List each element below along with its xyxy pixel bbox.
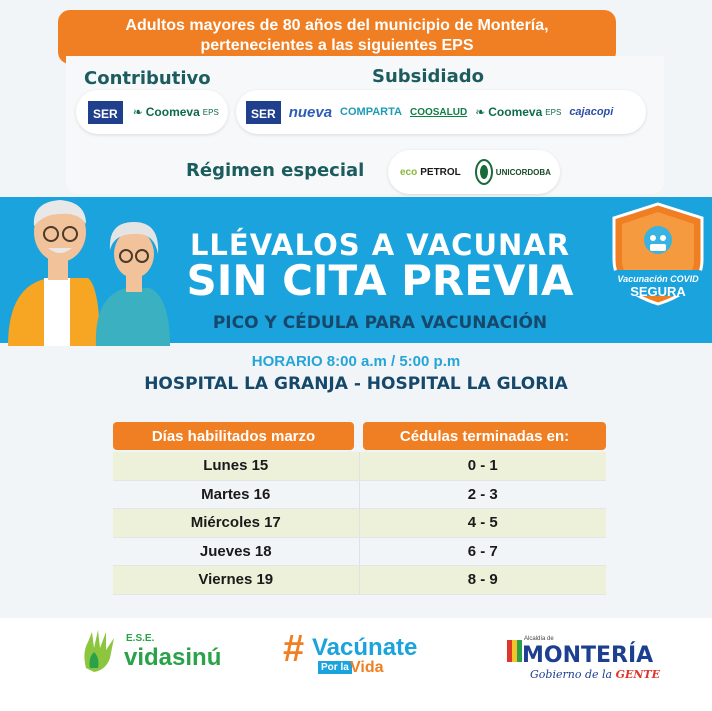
ecopetrol-logo-petrol: PETROL [420,166,461,178]
vidasinu-logo-text: vidasinú [124,644,222,671]
ecopetrol-logo-eco: eco [400,166,418,178]
vacunate-vida: Vida [350,659,384,676]
header-cedulas: Cédulas terminadas en: [363,422,606,450]
row-day: Miércoles 17 [113,509,360,537]
monteria-slogan [530,668,660,681]
row-cedulas: 4 - 5 [467,514,498,532]
vacunate-hash: # [283,628,305,670]
unicordoba-logo [475,159,551,185]
row-cedulas: 2 - 3 [467,485,498,503]
badge-text-2: SEGURA [630,284,686,299]
table-header [113,422,606,450]
badge-text-1: Vacunación COVID [617,274,699,284]
vaccination-schedule-table [113,422,606,595]
unicordoba-seal-icon [475,159,493,185]
elderly-couple-illustration [4,192,172,346]
coosalud-logo: COOSALUD [409,106,468,118]
row-day: Viernes 19 [113,566,360,594]
coomeva-logo [133,105,219,119]
table-body [113,452,606,595]
monteria-logo-text: MONTERÍA [522,643,654,668]
row-cedulas: 0 - 1 [467,457,498,475]
row-day: Jueves 18 [113,538,360,566]
subsidiado-logos [236,90,646,134]
banner-tagline: PICO Y CÉDULA PARA VACUNACIÓN [212,313,548,333]
monteria-alcaldia-label: Alcaldía de [524,636,554,642]
especial-heading: Régimen especial [186,160,365,181]
vidasinu-ese-label: E.S.E. [126,633,155,644]
cajacopi-logo: cajacopi [569,106,614,118]
vidasinu-hand-icon [80,628,120,672]
contributivo-heading: Contributivo [84,68,211,89]
especial-logos [388,150,560,194]
schedule-hours: HORARIO 8:00 a.m / 5:00 p.m [251,353,461,370]
monteria-slogan-gente: GENTE [615,668,660,681]
monteria-slogan-prefix: Gobierno de la [530,668,613,681]
table-row [113,538,606,567]
header-line-1: Adultos mayores de 80 años del municipio de Montería, [125,17,549,34]
unicordoba-text: UNICORDOBA [495,167,551,177]
coomeva-logo-2 [475,105,561,119]
schedule-hospitals: HOSPITAL LA GRANJA - HOSPITAL LA GLORIA [144,374,568,394]
ser-logo: SER [88,101,123,124]
coomeva-logo-2-eps: EPS [545,107,562,117]
subsidiado-heading: Subsidiado [372,66,484,87]
coomeva-logo-text: Coomeva [145,105,200,119]
vacunate-por-la: Por la [318,661,352,674]
coomeva-leaf-icon-2: ❧ [475,105,486,119]
ecopetrol-logo [400,167,461,178]
banner-headline: LLÉVALOS A VACUNAR [189,228,571,262]
coomeva-leaf-icon: ❧ [132,105,143,119]
table-row [113,509,606,538]
table-row [113,452,606,481]
table-row [113,481,606,510]
row-day: Martes 16 [113,481,360,509]
coomeva-logo-eps: EPS [202,107,219,117]
comparta-logo: COMPARTA [340,106,402,118]
row-day: Lunes 15 [113,452,360,480]
table-row [113,566,606,595]
banner-subheadline: SIN CITA PREVIA [186,256,574,305]
ser-logo-2: SER [246,101,281,124]
coomeva-logo-2-text: Coomeva [488,105,543,119]
row-cedulas: 6 - 7 [467,542,498,560]
nueva-eps-logo: nueva [288,103,333,121]
contributivo-logos [76,90,228,134]
row-cedulas: 8 - 9 [467,571,498,589]
header-line-2: pertenecientes a las siguientes EPS [200,37,474,54]
header-days: Días habilitados marzo [113,422,354,450]
vacunate-logo-text: Vacúnate [312,634,418,661]
